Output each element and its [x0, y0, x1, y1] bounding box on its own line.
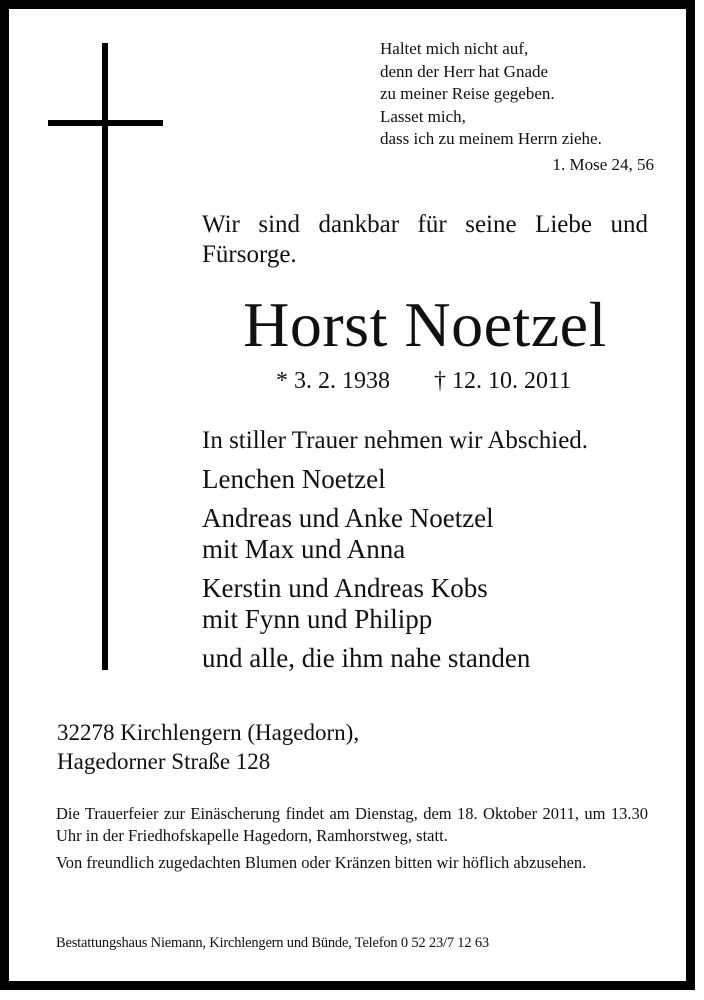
page-margin-right [695, 0, 704, 1000]
verse-line: Lasset mich, [380, 106, 466, 126]
funeral-home-contact: Bestattungshaus Niemann, Kirchlengern und Bünde, Telefon 0 52 23/7 12 63 [56, 935, 489, 951]
thanks-statement: Wir sind dankbar für seine Liebe und Fürsorge. [202, 211, 648, 268]
address-line: 32278 Kirchlengern (Hagedorn), [57, 720, 360, 745]
mourners-list [202, 464, 662, 682]
verse-line: dass ich zu meinem Herrn ziehe. [380, 129, 602, 148]
mourner-line: Lenchen Noetzel [202, 464, 386, 494]
mourner-group [202, 503, 662, 565]
flowers-paragraph: Von freundlich zugedachten Blumen oder Kränzen bitten wir höflich abzusehen. [56, 853, 587, 872]
mourner-group [202, 643, 662, 674]
family-address [57, 718, 657, 776]
verse-line: Haltet mich nicht auf, [380, 39, 529, 58]
ceremony-paragraph: Die Trauerfeier zur Einäscherung findet am Dienstag, dem 18. Oktober 2011, um 13.30 Uhr in der Friedhofskapelle Hagedorn, Ramhorstweg, statt. [56, 804, 648, 845]
deceased-name: Horst Noetzel [243, 289, 607, 360]
cross-vertical-bar [102, 43, 108, 670]
mourner-group [202, 573, 662, 635]
page-margin-bottom [0, 990, 704, 1000]
mourner-group [202, 464, 662, 495]
verse-line: denn der Herr hat Gnade [380, 61, 549, 81]
mourner-line: Kerstin und Andreas Kobs [202, 573, 488, 603]
verse-reference: 1. Mose 24, 56 [552, 154, 654, 174]
cross-horizontal-bar [48, 120, 163, 126]
mourner-line: und alle, die ihm nahe standen [202, 643, 531, 673]
mourner-line: mit Max und Anna [202, 534, 406, 564]
birth-date: * 3. 2. 1938 [276, 368, 390, 394]
mourning-intro: In stiller Trauer nehmen wir Abschied. [202, 427, 589, 454]
mourner-line: mit Fynn und Philipp [202, 604, 433, 634]
death-date: † 12. 10. 2011 [434, 368, 572, 394]
bible-verse [380, 38, 680, 176]
mourner-line: Andreas und Anke Noetzel [202, 503, 494, 533]
address-line: Hagedorner Straße 128 [57, 749, 271, 774]
verse-line: zu meiner Reise gegeben. [380, 84, 555, 103]
ceremony-details [56, 803, 648, 879]
